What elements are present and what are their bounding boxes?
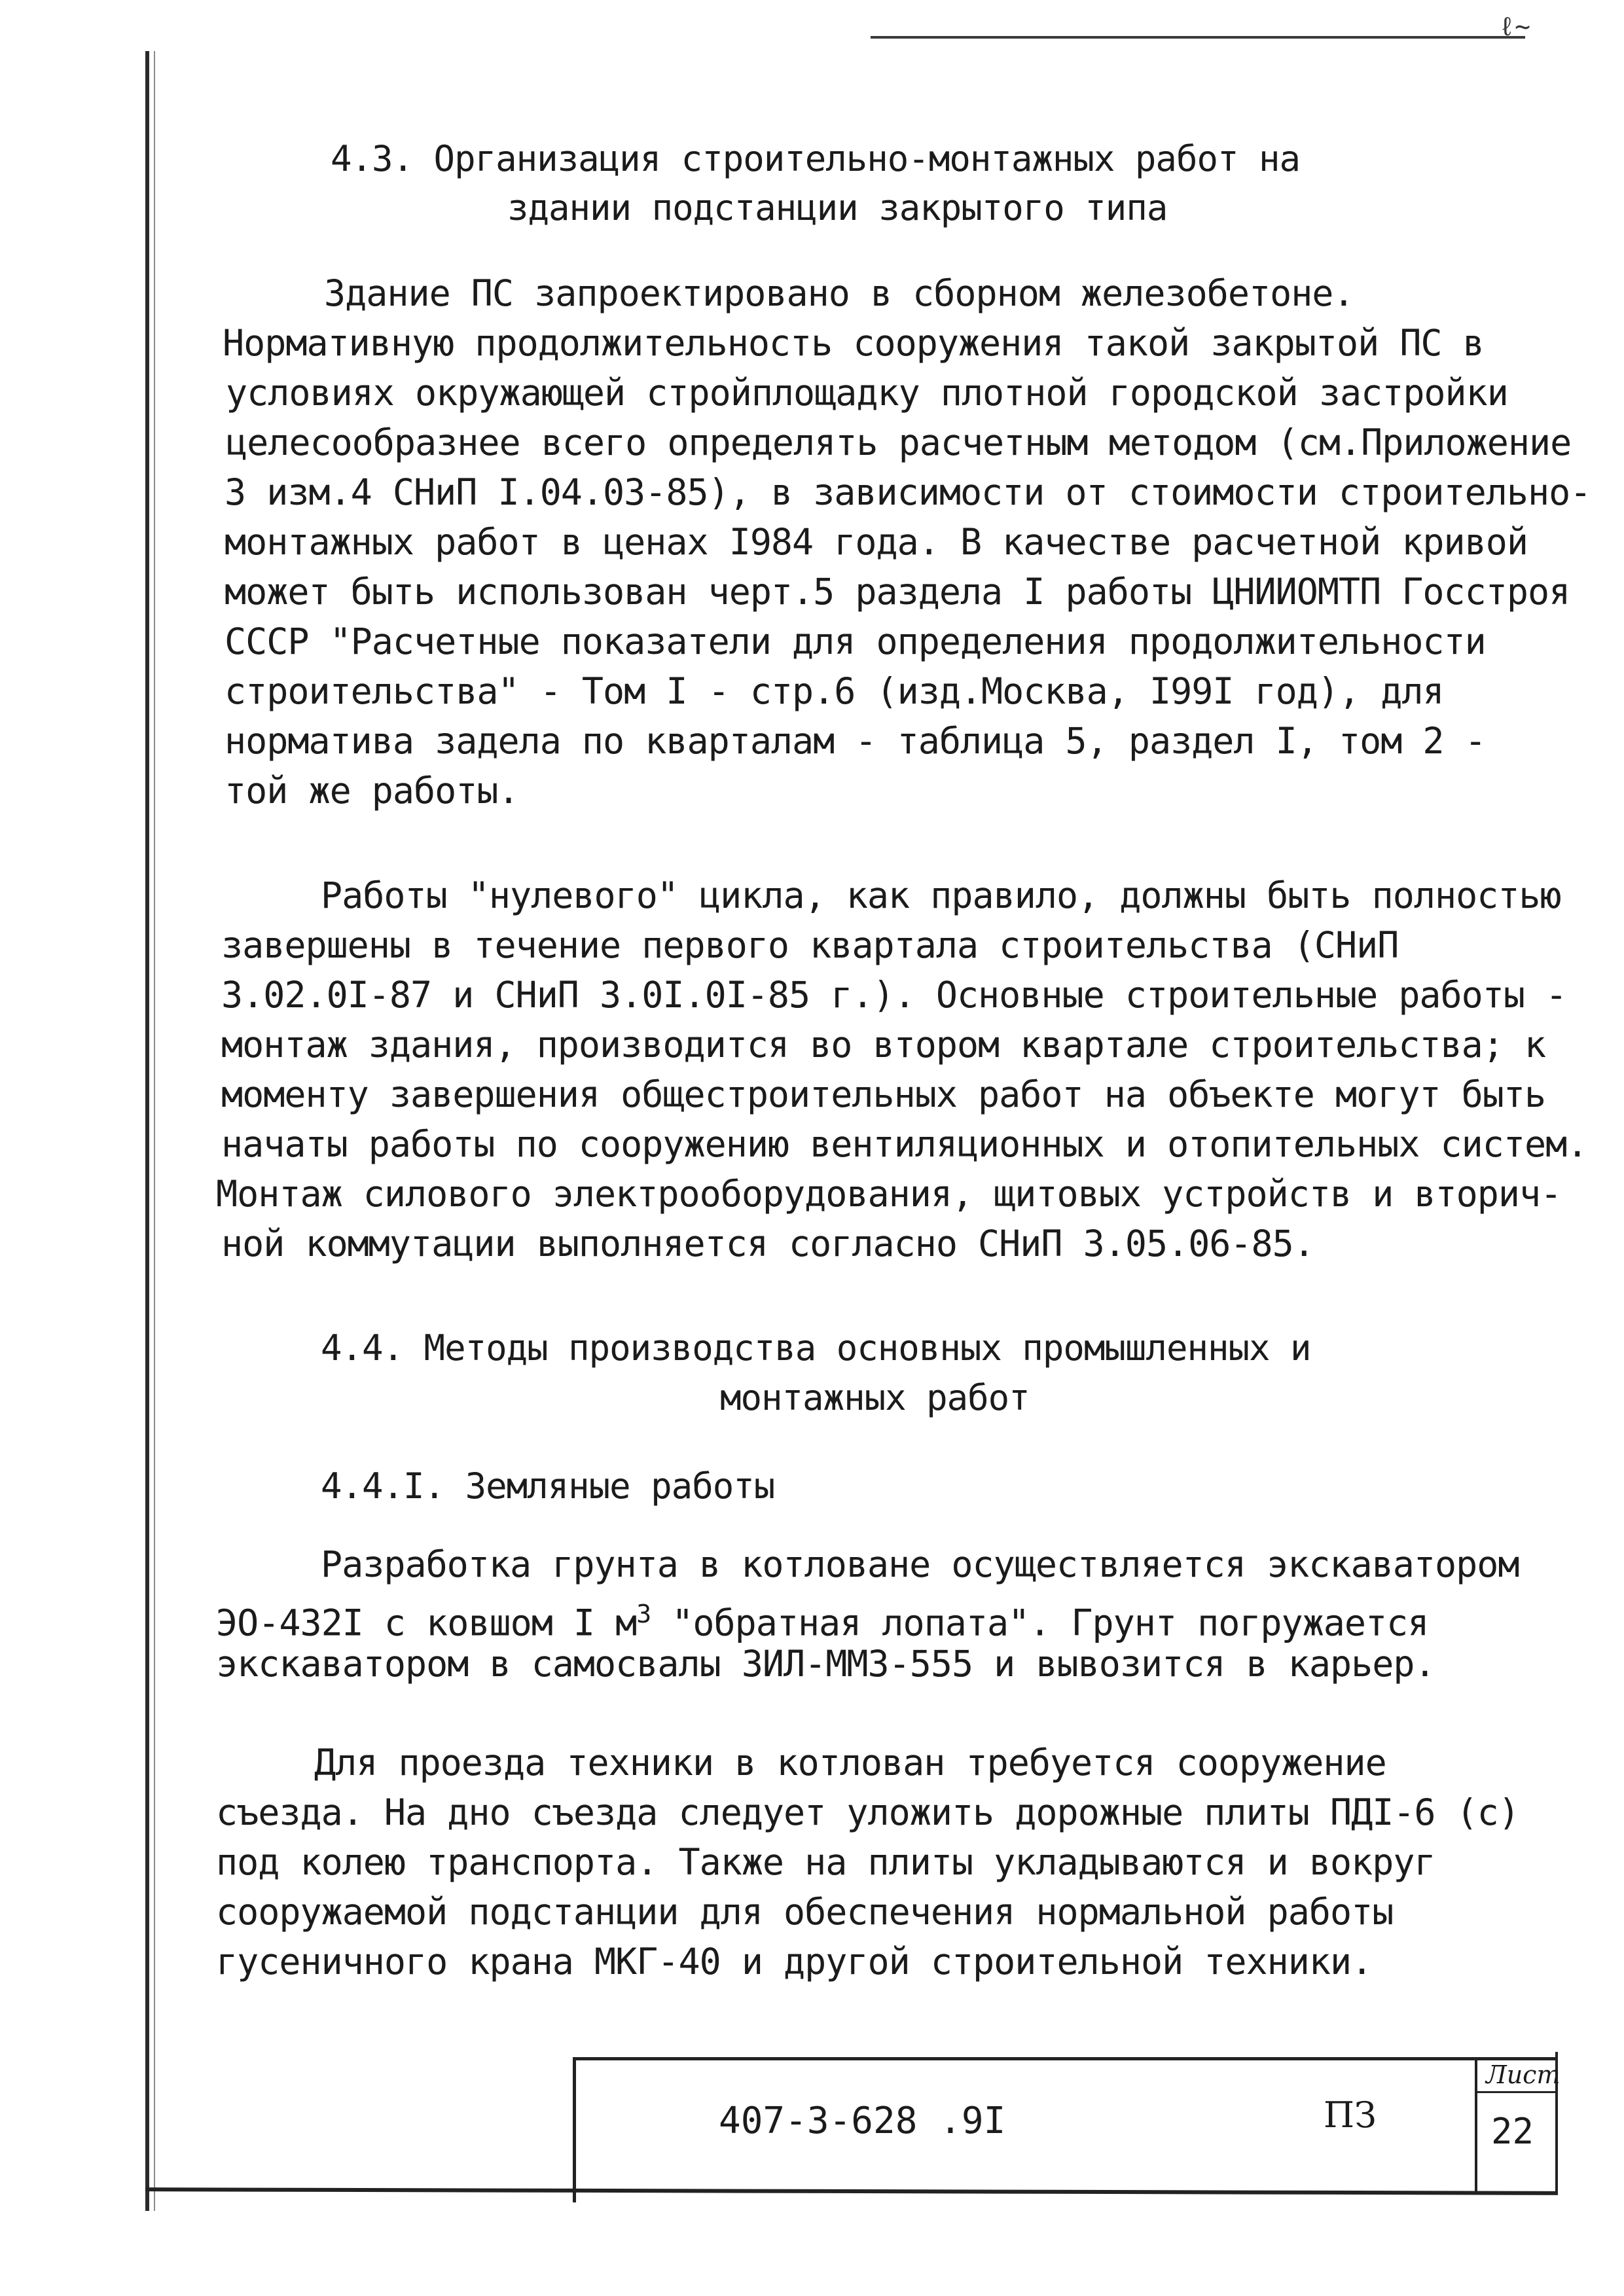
s43-p2-line: ной коммутации выполняется согласно СНиП 3.05.06-85.	[221, 1223, 1314, 1265]
s441-p2-line: гусеничного крана МКГ-40 и другой строительной техники.	[216, 1941, 1373, 1982]
title-block-sheet-divider	[1475, 2091, 1558, 2093]
section-4-3-title-line2: здании подстанции закрытого типа	[507, 187, 1168, 228]
s43-p1-line: может быть использован черт.5 раздела I работы ЦНИИОМТП Госстроя	[225, 571, 1570, 613]
s43-p2-line: Работы "нулевого" цикла, как правило, должны быть полностью	[321, 874, 1561, 916]
s441-p1-line: экскаватором в самосвалы ЗИЛ-ММЗ-555 и вывозится в карьер.	[216, 1643, 1435, 1685]
s43-p2-line: начаты работы по сооружению вентиляционных и отопительных систем.	[221, 1123, 1588, 1165]
s43-p1-line: норматива задела по кварталам - таблица 5, раздел I, том 2 -	[225, 720, 1486, 762]
s43-p1-line: СССР "Расчетные показатели для определения продолжительности	[225, 620, 1486, 662]
s441-p1-line2-part-b: "обратная лопата". Грунт погружается	[651, 1602, 1429, 1644]
s43-p1-line: Нормативную продолжительность сооружения такой закрытой ПС в	[223, 322, 1484, 364]
title-block-top-line	[573, 2057, 1558, 2060]
section-4-4-title-line1: 4.4. Методы производства основных промышленных и	[321, 1327, 1311, 1369]
s43-p2-line: завершены в течение первого квартала строительства (СНиП	[221, 924, 1399, 966]
s43-p1-line: той же работы.	[225, 770, 519, 812]
s441-p1-line: Разработка грунта в котловане осуществляется экскаватором	[321, 1543, 1519, 1585]
document-code: 407-3-628 .9I	[719, 2100, 1006, 2142]
section-4-4-title-line2: монтажных работ	[720, 1377, 1030, 1418]
title-block-sheet-separator	[1475, 2057, 1477, 2191]
s441-p2-line: съезда. На дно съезда следует уложить дорожные плиты ПДI-6 (с)	[216, 1791, 1519, 1833]
superscript-3: 3	[636, 1600, 651, 1628]
frame-top-line	[871, 36, 1525, 39]
s43-p1-line: условиях окружающей стройплощадку плотной городской застройки	[226, 372, 1508, 414]
frame-left-inner-line	[154, 51, 155, 2211]
section-4-3-title-line1: 4.3. Организация строительно-монтажных работ на	[331, 138, 1301, 179]
document-type: ПЗ	[1324, 2094, 1377, 2136]
s43-p1-line: строительства" - Том I - стр.6 (изд.Москва, I99I год), для	[225, 670, 1444, 712]
s441-p2-line: под колею транспорта. Также на плиты укладываются и вокруг	[216, 1841, 1435, 1883]
s43-p2-line: 3.02.0I-87 и СНиП 3.0I.0I-85 г.). Основные строительные работы -	[221, 974, 1567, 1016]
s43-p1-line: Здание ПС запроектировано в сборном железобетоне.	[324, 272, 1354, 314]
sheet-label: Лист	[1486, 2060, 1561, 2089]
s43-p1-line: целесообразнее всего определять расчетным методом (см.Приложение	[226, 422, 1572, 463]
sheet-number: 22	[1491, 2111, 1534, 2152]
s441-p1-line2-part-a: ЭО-432I с ковшом I м	[216, 1602, 637, 1644]
frame-left-line	[145, 51, 149, 2211]
s43-p2-line: Монтаж силового электрооборудования, щитовых устройств и вторич-	[216, 1173, 1562, 1215]
s441-p2-line: сооружаемой подстанции для обеспечения нормальной работы	[216, 1891, 1394, 1933]
s43-p2-line: монтаж здания, производится во втором квартале строительства; к	[221, 1024, 1546, 1066]
s43-p2-line: моменту завершения общестроительных работ на объекте могут быть	[221, 1073, 1546, 1115]
title-block-bottom-line	[145, 2187, 1558, 2195]
corner-mark: ℓ~	[1499, 12, 1531, 42]
title-block-left-line	[573, 2057, 576, 2202]
s441-p2-line: Для проезда техники в котлован требуется сооружение	[314, 1742, 1386, 1784]
section-4-4-1-title: 4.4.I. Земляные работы	[321, 1465, 775, 1507]
s43-p1-line: монтажных работ в ценах I984 года. В качестве расчетной кривой	[225, 521, 1528, 563]
s43-p1-line: 3 изм.4 СНиП I.04.03-85), в зависимости от стоимости строительно-	[225, 471, 1591, 513]
